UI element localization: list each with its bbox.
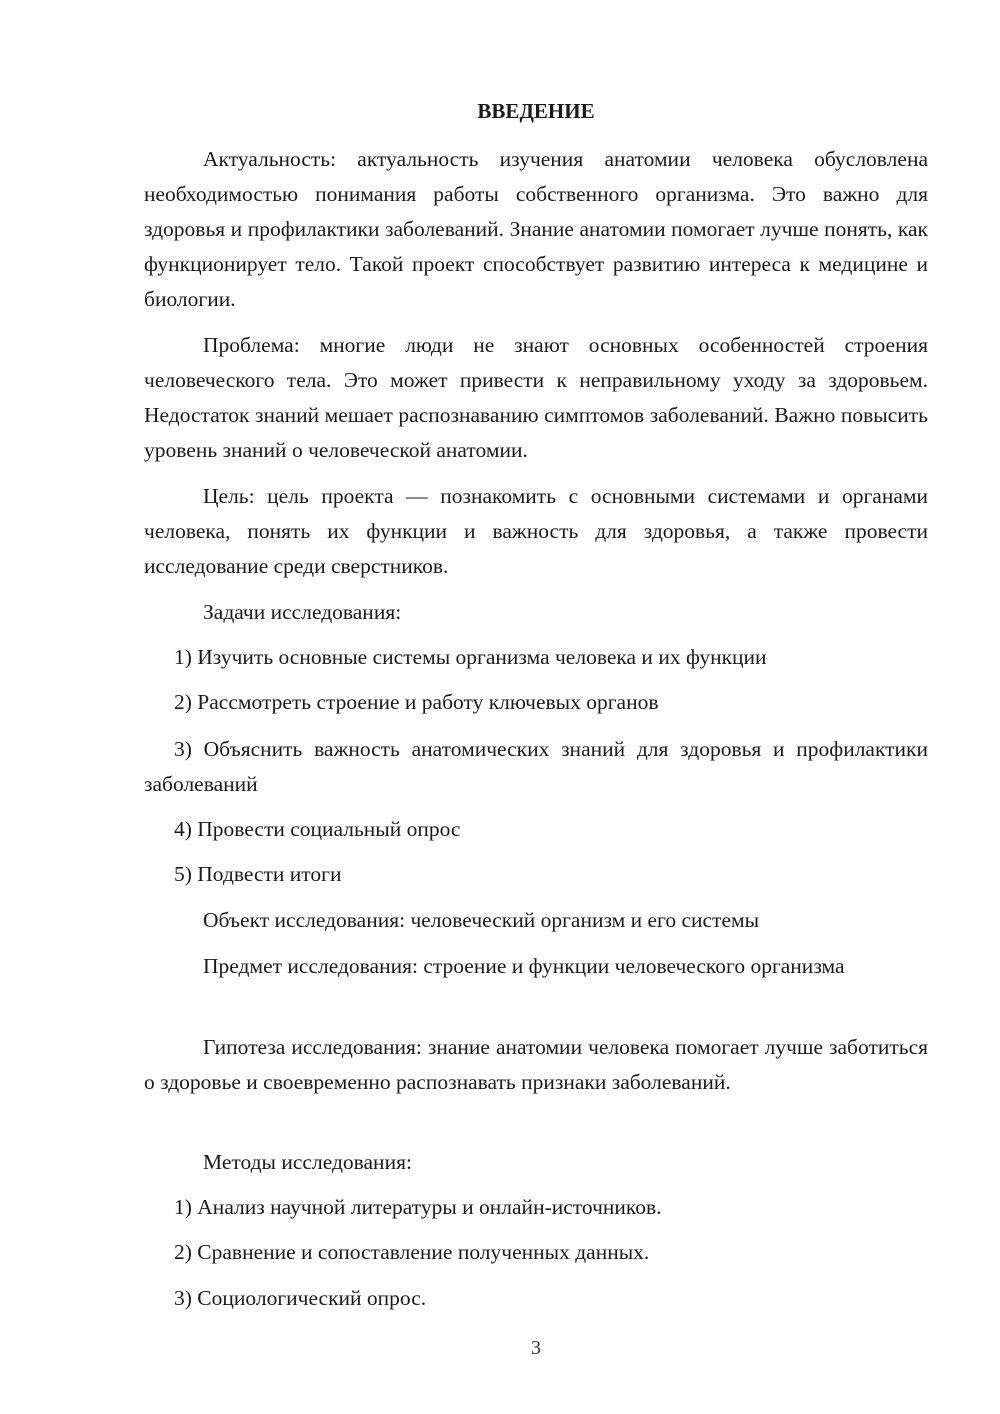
- paragraph-hypothesis: Гипотеза исследования: знание анатомии человека помогает лучше заботиться о здоровье и своевременно распознавать признаки заболеваний.: [144, 1035, 928, 1094]
- task-item: 3) Объяснить важность анатомических знаний для здоровья и профилактики заболеваний: [144, 737, 928, 796]
- method-item: 1) Анализ научной литературы и онлайн-источников.: [174, 1195, 662, 1219]
- task-item: 2) Рассмотреть строение и работу ключевых органов: [174, 690, 659, 714]
- paragraph-problem: Проблема: многие люди не знают основных особенностей строения человеческого тела. Это может привести к неправильному уходу за здоровьем. Недостаток знаний мешает распознаванию симптомов заболеваний. Важно повысить уровень знаний о человеческой анатомии.: [144, 333, 928, 462]
- tasks-heading: Задачи исследования:: [203, 600, 402, 624]
- page-number: 3: [531, 1337, 541, 1359]
- task-item: 4) Провести социальный опрос: [174, 817, 461, 841]
- paragraph-relevance: Актуальность: актуальность изучения анатомии человека обусловлена необходимостью понимания работы собственного организма. Это важно для здоровья и профилактики заболеваний. Знание анатомии помогает лучше понять, как функционирует тело. Такой проект способствует развитию интереса к медицине и биологии.: [144, 147, 928, 311]
- methods-heading: Методы исследования:: [203, 1150, 412, 1174]
- method-item: 2) Сравнение и сопоставление полученных данных.: [174, 1240, 650, 1264]
- paragraph-goal: Цель: цель проекта — познакомить с основными системами и органами человека, понять их функции и важность для здоровья, а также провести исследование среди сверстников.: [144, 484, 928, 578]
- task-item: 5) Подвести итоги: [174, 862, 342, 886]
- paragraph-object: Объект исследования: человеческий организм и его системы: [203, 908, 760, 932]
- page-title: ВВЕДЕНИЕ: [477, 99, 595, 123]
- method-item: 3) Социологический опрос.: [174, 1286, 427, 1310]
- task-item: 1) Изучить основные системы организма человека и их функции: [174, 645, 767, 669]
- paragraph-subject: Предмет исследования: строение и функции человеческого организма: [203, 954, 845, 978]
